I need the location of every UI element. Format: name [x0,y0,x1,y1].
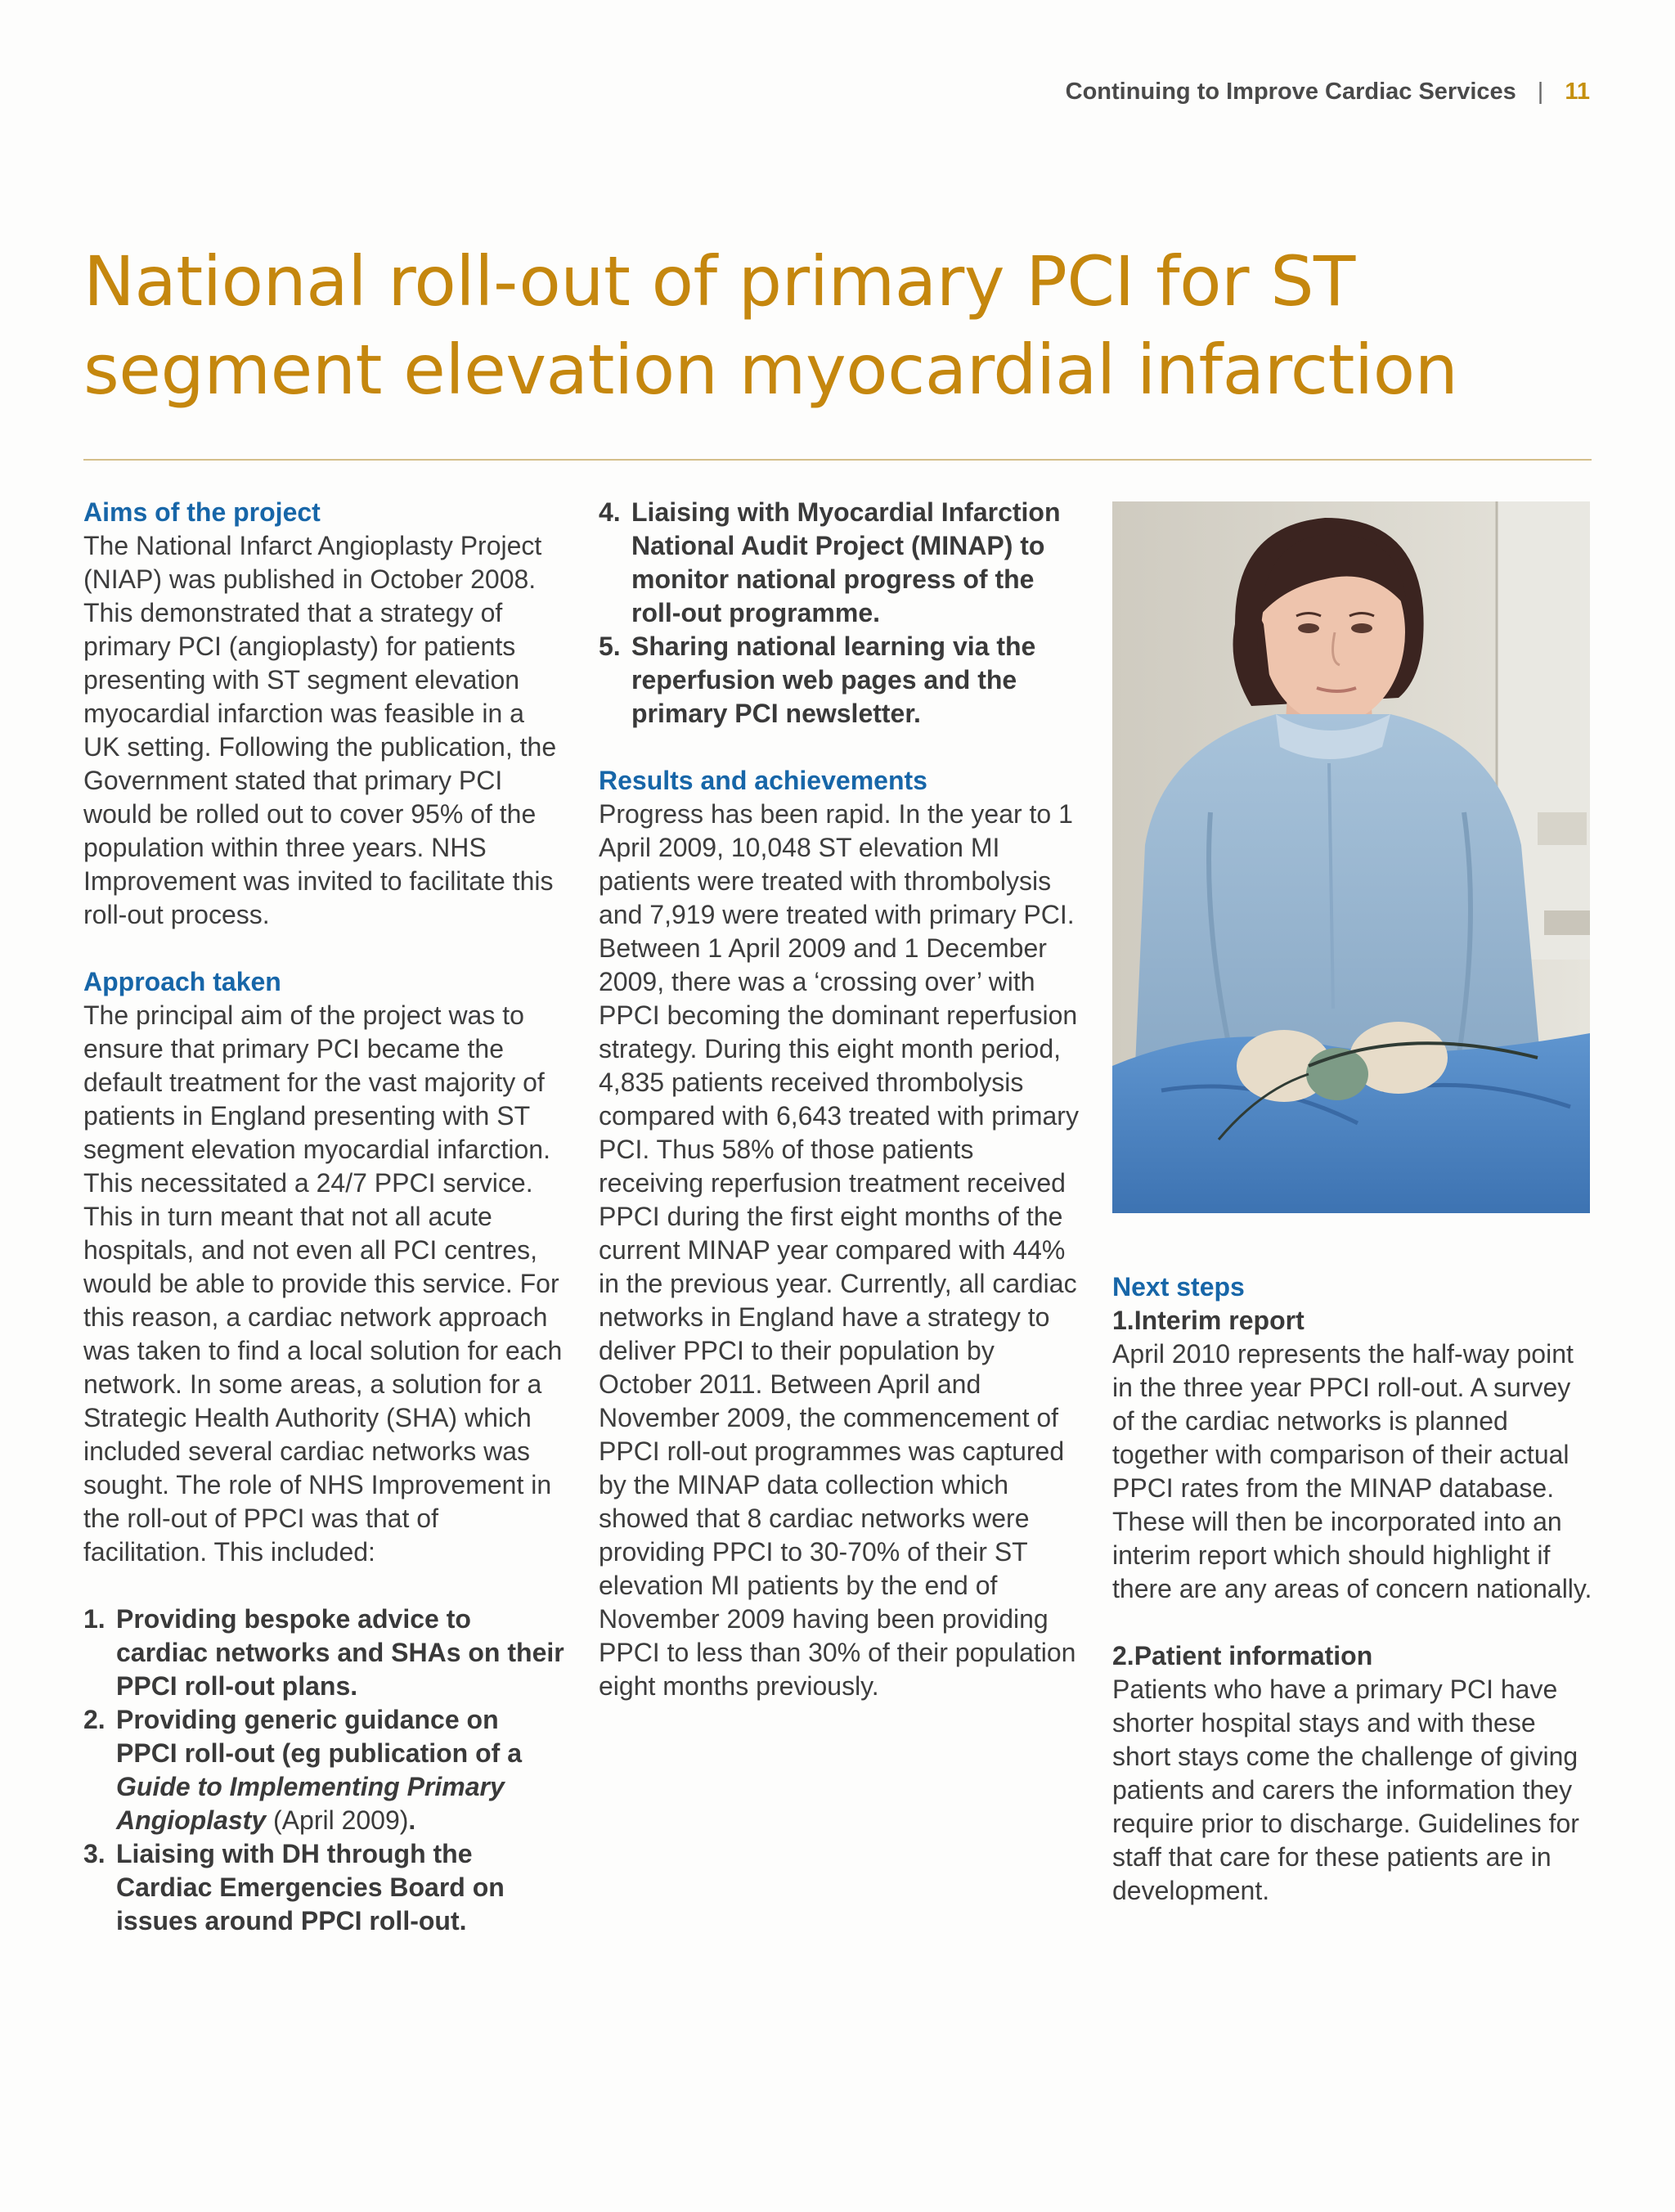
results-body: Progress has been rapid. In the year to 1 April 2009, 10,048 ST elevation MI patients were treated with thrombolysis and 7,919 were treated with primary PCI. Between 1 April 2009 and 1 December 2009, there was a ‘crossing over’ with PPCI becoming the dominant reperfusion strategy. During this eight month period, 4,835 patients received thrombolysis compared with 6,643 treated with primary PCI. Thus 58% of those patients receiving reperfusion treatment received PPCI during the first eight months of the current MINAP year compared with 44% in the previous year. Currently, all cardiac networks in England have a strategy to deliver PPCI to their population by October 2011. Between April and November 2009, the commencement of PPCI roll-out programmes was captured by the MINAP data collection which showed that 8 cardiac networks were providing PPCI to 30-70% of their ST elevation MI patients by the end of November 2009 having been providing PPCI to less than 30% of their population eight months previously. [599,799,1079,1701]
list-number: 1. [83,1604,106,1634]
running-title: Continuing to Improve Cardiac Services [1065,79,1516,105]
list-item [83,1837,566,1938]
included-list-continued [599,496,1081,731]
page-title: National roll-out of primary PCI for ST segment elevation myocardial infarction [83,241,1458,410]
column-right [1112,1270,1595,1908]
list-text: Liaising with DH through the Cardiac Emergencies Board on issues around PPCI roll-out. [116,1839,505,1936]
column-middle [599,496,1081,1703]
list-number: 2. [83,1705,106,1734]
list-text-end: . [408,1805,416,1835]
title-divider [83,459,1592,461]
approach-heading: Approach taken [83,967,281,996]
page-number: 11 [1565,79,1590,105]
list-text-lead: Providing generic guidance on PPCI roll-out (eg publication of a [116,1705,522,1768]
publication-date: (April 2009) [266,1805,409,1835]
included-list [83,1603,566,1938]
patient-information-heading: 2.Patient information [1112,1641,1373,1670]
next-steps-heading: Next steps [1112,1272,1245,1302]
list-text: Providing bespoke advice to cardiac networks and SHAs on their PPCI roll-out plans. [116,1604,564,1701]
results-heading: Results and achievements [599,766,927,795]
publication-title: Guide to Implementing Primary Angioplasty [116,1772,505,1835]
list-item [83,1603,566,1703]
interim-report-body: April 2010 represents the half-way point in the three year PPCI roll-out. A survey of the cardiac networks is planned together with comparison of their actual PPCI rates from the MINAP database. These will then be incorporated into an interim report which should highlight if there are any areas of concern nationally. [1112,1339,1592,1603]
patient-information-body: Patients who have a primary PCI have shorter hospital stays and with these short stays come the challenge of giving patients and carers the information they require prior to discharge. Guidelines for staff that care for these patients are in development. [1112,1675,1579,1905]
column-left [83,496,566,1938]
clinician-illustration [1112,501,1590,1213]
list-item [599,630,1081,731]
list-text: Liaising with Myocardial Infarction National Audit Project (MINAP) to monitor national progress of the roll-out programme. [631,497,1061,627]
list-item [83,1703,566,1837]
list-number: 4. [599,497,621,527]
aims-heading: Aims of the project [83,497,321,527]
list-item [599,496,1081,630]
list-number: 5. [599,632,621,661]
clinician-photo [1112,501,1590,1213]
approach-body: The principal aim of the project was to ensure that primary PCI became the default treatment for the vast majority of patients in England presenting with ST segment elevation myocardial infarction. This necessitated a 24/7 PPCI service. This in turn meant that not all acute hospitals, and not even all PCI centres, would be able to provide this service. For this reason, a cardiac network approach was taken to find a local solution for each network. In some areas, a solution for a Strategic Health Authority (SHA) which included several cardiac networks was sought. The role of NHS Improvement in the roll-out of PPCI was that of facilitation. This included: [83,1000,563,1567]
list-text: Sharing national learning via the reperfusion web pages and the primary PCI newsletter. [631,632,1036,728]
list-number: 3. [83,1839,106,1868]
interim-report-heading: 1.Interim report [1112,1306,1305,1335]
header-separator: | [1537,79,1544,105]
list-text [116,1703,566,1837]
aims-body: The National Infarct Angioplasty Project (NIAP) was published in October 2008. This demonstrated that a strategy of primary PCI (angioplasty) for patients presenting with ST segment elevation myocardial infarction was feasible in a UK setting. Following the publication, the Government stated that primary PCI would be rolled out to cover 95% of the population within three years. NHS Improvement was invited to facilitate this roll-out process. [83,531,557,929]
running-header [1066,79,1590,106]
